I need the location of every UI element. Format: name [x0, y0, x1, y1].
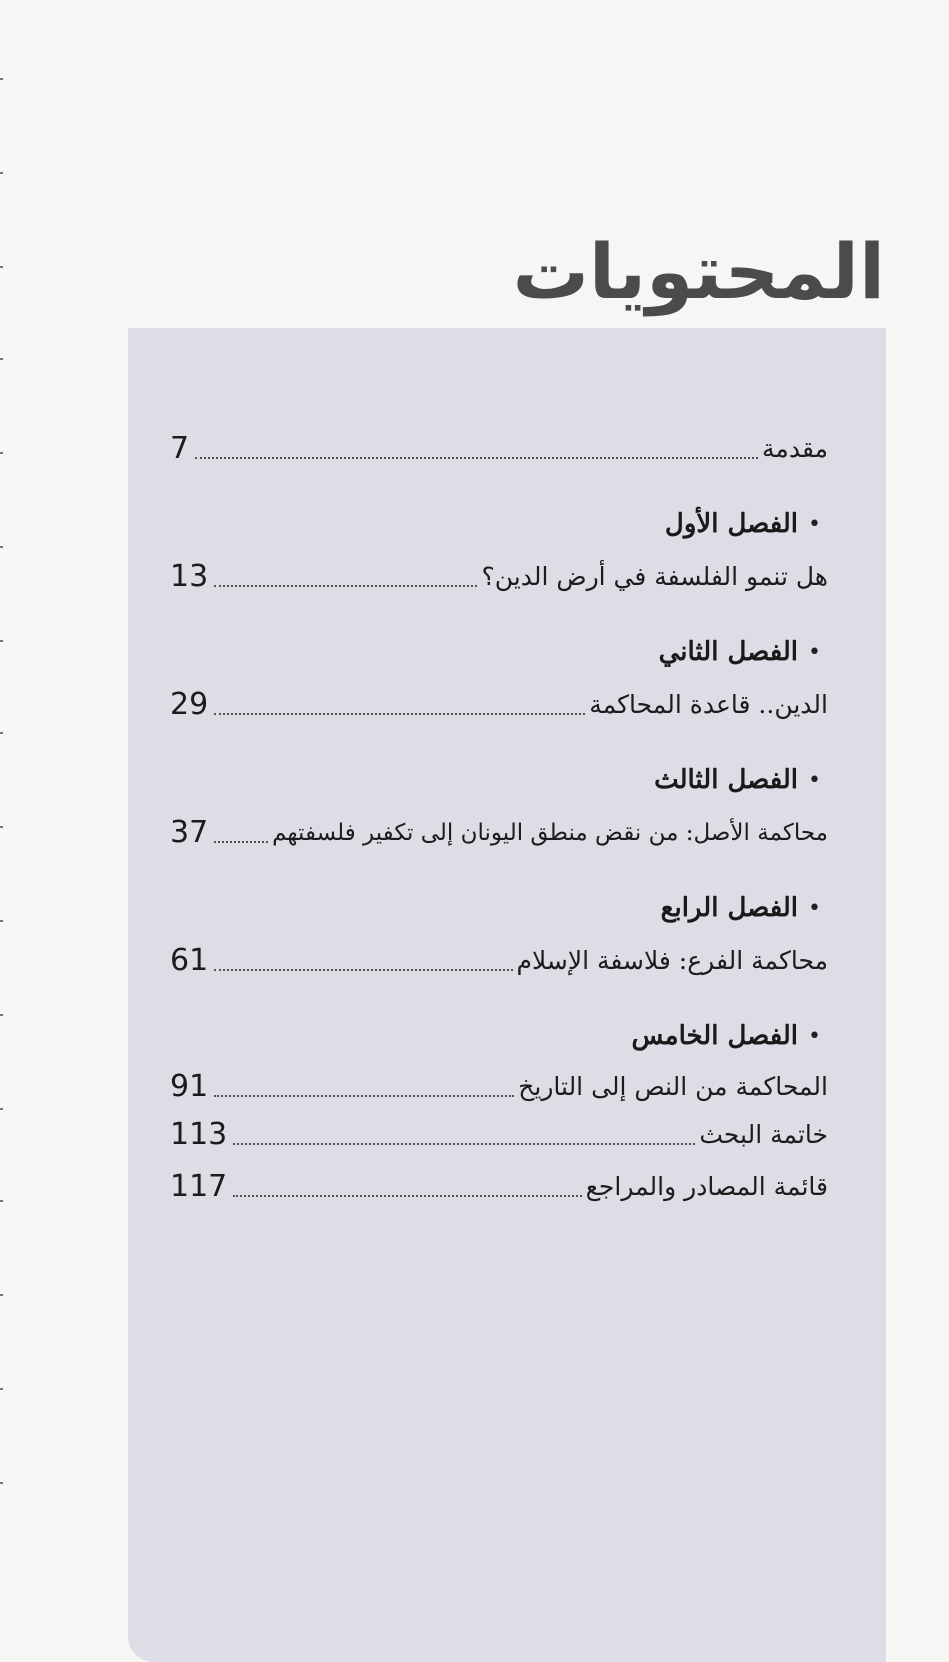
toc-entry-references[interactable]: [170, 1166, 828, 1206]
bullet-icon: •: [808, 767, 821, 793]
edge-mark: [0, 172, 3, 174]
toc-entry-chapter-3[interactable]: [170, 812, 828, 852]
edge-mark: [0, 452, 3, 454]
edge-mark: [0, 1014, 3, 1016]
toc-entry-label: محاكمة الفرع: فلاسفة الإسلام: [516, 946, 828, 975]
bullet-icon: •: [808, 895, 821, 921]
edge-mark: [0, 546, 3, 548]
toc-entry-conclusion[interactable]: [170, 1114, 828, 1154]
edge-mark: [0, 1388, 3, 1390]
edge-mark: [0, 1294, 3, 1296]
toc-entry-page: 29: [170, 687, 209, 722]
toc-entry-label: المحاكمة من النص إلى التاريخ: [518, 1072, 828, 1101]
page-title: المحتويات: [512, 227, 885, 316]
toc-entry-chapter-4[interactable]: [170, 940, 828, 980]
edge-mark: [0, 78, 3, 80]
toc-entry-page: 37: [170, 815, 209, 850]
chapter-heading-5: [632, 1016, 822, 1056]
toc-entry-intro[interactable]: [170, 428, 828, 468]
edge-mark: [0, 732, 3, 734]
dot-leader: [214, 841, 268, 843]
chapter-title: الفصل الخامس: [631, 1021, 799, 1051]
toc-entry-page: 113: [170, 1117, 228, 1152]
toc-entry-chapter-1[interactable]: [170, 556, 828, 596]
chapter-heading-3: [654, 760, 821, 800]
toc-entry-label: قائمة المصادر والمراجع: [585, 1172, 828, 1201]
toc-entry-page: 117: [170, 1169, 228, 1204]
chapter-title: الفصل الثالث: [654, 765, 799, 795]
edge-mark: [0, 640, 3, 642]
toc-entry-chapter-5[interactable]: [170, 1066, 828, 1106]
bullet-icon: •: [808, 1023, 821, 1049]
dot-leader: [214, 969, 512, 971]
bullet-icon: •: [808, 639, 821, 665]
toc-entry-label: هل تنمو الفلسفة في أرض الدين؟: [481, 562, 828, 591]
toc-entry-label: الدين.. قاعدة المحاكمة: [589, 690, 828, 719]
toc-entry-chapter-2[interactable]: [170, 684, 828, 724]
dot-leader: [214, 1095, 514, 1097]
dot-leader: [214, 585, 477, 587]
edge-mark: [0, 1108, 3, 1110]
dot-leader: [233, 1195, 581, 1197]
chapter-title: الفصل الرابع: [660, 893, 799, 923]
toc-entry-label: خاتمة البحث: [699, 1120, 828, 1149]
chapter-heading-4: [661, 888, 821, 928]
dot-leader: [233, 1143, 695, 1145]
bullet-icon: •: [808, 511, 821, 537]
chapter-title: الفصل الأول: [664, 509, 799, 539]
edge-mark: [0, 1200, 3, 1202]
toc-entry-label: مقدمة: [762, 434, 828, 463]
edge-mark: [0, 1482, 3, 1484]
dot-leader: [195, 457, 758, 459]
toc-entry-label: محاكمة الأصل: من نقض منطق اليونان إلى تكفير فلسفتهم: [272, 820, 828, 846]
toc-entry-page: 61: [170, 943, 209, 978]
toc-entry-page: 91: [170, 1069, 209, 1104]
chapter-title: الفصل الثاني: [658, 637, 799, 667]
edge-mark: [0, 920, 3, 922]
edge-mark: [0, 826, 3, 828]
edge-mark: [0, 358, 3, 360]
toc-entry-page: 13: [170, 559, 209, 594]
chapter-heading-1: [665, 504, 821, 544]
dot-leader: [214, 713, 585, 715]
edge-mark: [0, 266, 3, 268]
toc-entry-page: 7: [170, 431, 190, 466]
chapter-heading-2: [659, 632, 821, 672]
